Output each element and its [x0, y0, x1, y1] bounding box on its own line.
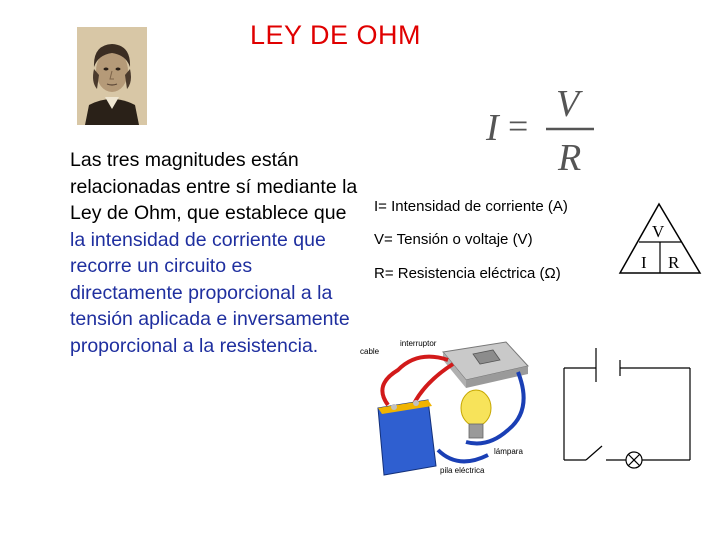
switch-symbol [586, 446, 602, 460]
lamp-base [469, 424, 483, 438]
triangle-v: V [652, 222, 665, 241]
triangle-i: I [641, 253, 647, 272]
body-text-law: la intensidad de corriente que recorre un circuito es directamente proporcional a la tensión aplicada e inversamente proporcional a la resistencia. [70, 228, 350, 357]
circuit-schematic [556, 340, 696, 470]
label-lampara: lámpara [494, 447, 523, 456]
ohm-formula [484, 82, 604, 177]
slide-title: LEY DE OHM [250, 20, 422, 50]
lamp-bulb [461, 390, 491, 426]
vir-triangle [618, 201, 704, 277]
label-interruptor: interruptor [400, 339, 437, 348]
definition-resistance: R= Resistencia eléctrica (Ω) [374, 265, 561, 282]
circuit-illustration [358, 330, 548, 480]
ohm-portrait-image [77, 27, 147, 125]
formula-numerator: V [556, 83, 580, 125]
body-text [70, 147, 360, 359]
formula-denominator: R [558, 137, 582, 177]
formula-lhs: I [486, 107, 499, 149]
label-pila: pila eléctrica [440, 466, 485, 475]
label-cable: cable [360, 347, 380, 356]
triangle-r: R [668, 253, 680, 272]
definition-voltage: V= Tensión o voltaje (V) [374, 231, 533, 248]
body-text-intro: Las tres magnitudes están relacionadas entre sí mediante la Ley de Ohm, que establece que [70, 149, 358, 224]
formula-equals: = [508, 106, 529, 146]
definition-current: I= Intensidad de corriente (A) [374, 198, 568, 215]
